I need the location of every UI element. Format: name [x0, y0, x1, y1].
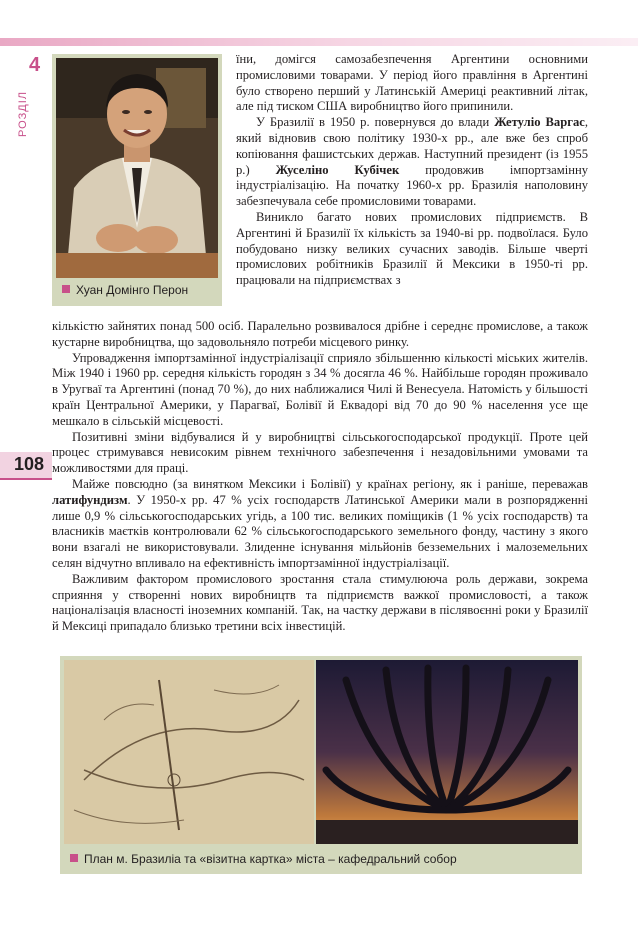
paragraph-4: Упровадження імпортзамінної індустріалізації сприяло збільшенню кількості міських жителів. Між 1940 і 1960 рр. середня кількість городян з 34 % досягла 46 %. Найбільше городян проживало в Уругваї та Аргентині (понад 70 %), до них наближалися Чилі й Венесуела. Натомість у більшості країн Центральної Америки, у Парагваї, Болівії й Еквадорі від 70 до 90 % населення усе ще мешкало в сільській місцевості.	[52, 350, 588, 428]
portrait-caption-text: Хуан Домінго Перон	[76, 283, 189, 297]
portrait-figure	[52, 54, 222, 306]
page-number-underline	[0, 478, 52, 480]
text-column-lower	[52, 319, 588, 635]
portrait-caption	[62, 283, 188, 297]
paragraph-3-lower: кількістю зайнятих понад 500 осіб. Паралельно розвивалося дрібне і середнє промислове, а також кустарне виробництва, що задовольняло потреби місцевого ринку.	[52, 319, 588, 349]
portrait-illustration	[56, 58, 218, 278]
term-latifundism: латифундизм	[52, 492, 128, 507]
paragraph-5: Позитивні зміни відбувалися й у виробництві сільськогосподарської продукції. Проте цей процес стримувався невисоким рівнем технічного забезпечення і незадовільними умовами та можливостями для праці.	[52, 429, 588, 476]
page-number: 108	[14, 454, 45, 474]
paragraph-2-text-c: продовжив імпортзамінну індустріалізацію. На початку 1960-х рр. Бразилія наполовину забезпечувала себе промисловими товарами.	[236, 162, 588, 209]
term-vargas: Жетуліо Варгас	[494, 115, 585, 130]
caption-bullet	[62, 285, 70, 293]
paragraph-6-text-a: Майже повсюдно (за винятком Мексики і Болівії) у країнах регіону, як і раніше, переважав	[72, 476, 588, 491]
brasilia-plan-image	[64, 660, 314, 844]
section-label	[17, 50, 50, 140]
top-decorative-band	[0, 38, 638, 46]
text-column-upper	[236, 52, 588, 289]
paragraph-2-text-b: , який відновив свою політику 1930-х рр., але вже без спроб копіювання фашистських держав. Наступний президент (із 1955 р.)	[236, 115, 588, 177]
paragraph-6-text-b: . У 1950-х рр. 47 % усіх господарств Латинської Америки мали в розпорядженні лише 0,9 % сільськогосподарських угідь, а 100 тис. великих поміщиків (1 % усіх господарств) та власників маєтків контролювали 62 % сільськогосподарського земельного фонду, частину з якого вони взагалі не використовували. Злиденне існування мільйонів безземельних і малоземельних селян відчутно впливало на ефективність імпортзамінної індустріалізації.	[52, 492, 588, 570]
portrait-photo	[56, 58, 218, 278]
term-kubitschek: Жуселіно Кубічек	[275, 162, 400, 177]
paragraph-6	[52, 477, 588, 572]
paragraph-3-upper: Виникло багато нових промислових підприємств. В Аргентині й Бразилії їх кількість за 1940-ві рр. подвоїлася. Було побудовано низку великих сучасних заводів. Більше чверті промислових робітників Бразилії й Мексики в 1950-ті рр. працювали на підприємствах з	[236, 209, 588, 288]
city-plan-sketch	[64, 660, 314, 844]
cathedral-photo	[316, 660, 578, 844]
paragraph-2	[236, 115, 588, 210]
section-number: 4	[29, 54, 41, 76]
paragraph-7: Важливим фактором промислового зростання стала стимулююча роль держави, зокрема сприяння у створенні нових виробництв та підприємств важкої промисловості, а також націоналізація власності іноземних компаній. Так, на частку держави в післявоєнні роки у Бразилії й Мексиці припадало близько третини всіх інвестицій.	[52, 571, 588, 634]
paragraph-1: їни, домігся самозабезпечення Аргентини основними промисловими товарами. У період його правління в Аргентині було створено перший у Латинській Америці реактивний літак, але під тиском США виробництво його припинили.	[236, 52, 588, 114]
cathedral-illustration	[316, 660, 578, 844]
caption-bullet	[70, 854, 78, 862]
brasilia-figure	[60, 656, 582, 874]
brasilia-caption	[70, 852, 457, 866]
section-word: РОЗДІЛ	[17, 90, 30, 138]
brasilia-caption-text: План м. Бразиліа та «візитна картка» міста – кафедральний собор	[84, 852, 457, 866]
paragraph-2-text-a: У Бразилії в 1950 р. повернувся до влади	[256, 115, 495, 130]
